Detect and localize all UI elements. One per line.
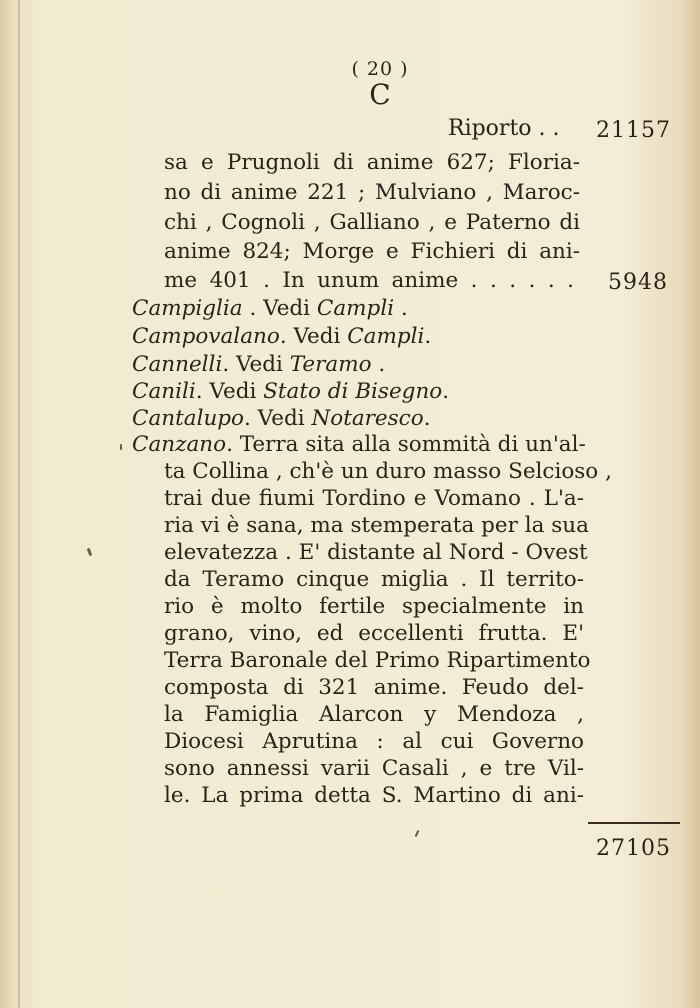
canzano-line-7: grano, vino, ed eccellenti frutta. E'	[164, 621, 584, 646]
entry-ref: Campli	[347, 324, 425, 349]
entry-cantalupo	[132, 408, 592, 430]
entry-ref: Notaresco	[311, 406, 424, 431]
canzano-line-4: elevatezza . E' distante al Nord - Ovest	[164, 540, 588, 565]
entry-sep: . Vedi	[244, 406, 312, 431]
entry-campovalano	[132, 326, 592, 348]
entry-sep: . Vedi	[279, 324, 348, 349]
canzano-line-11: Diocesi Aprutina : al cui Governo	[164, 729, 584, 754]
entry-rest: . Terra sita alla sommità di un'al-	[226, 432, 586, 457]
entry-sep: . Vedi	[222, 352, 290, 377]
entry-canili	[132, 381, 592, 403]
entry-term: Campiglia	[132, 296, 243, 321]
canzano-line-1: ta Collina , ch'è un duro masso Selcioso ,	[164, 459, 612, 484]
entry-end: .	[371, 352, 386, 377]
canzano-line-10: la Famiglia Alarcon y Mendoza ,	[164, 702, 584, 727]
canzano-line-13: le. La prima detta S. Martino di ani-	[164, 783, 584, 808]
entry-term: Campovalano	[132, 324, 280, 349]
canzano-line-5: da Teramo cinque miglia . Il territo-	[164, 567, 584, 592]
paragraph1-value: 5948	[608, 270, 668, 295]
paragraph1-line-1: sa e Prugnoli di anime 627; Floria-	[164, 150, 580, 175]
paragraph1-line-3: chi , Cognoli , Galliano , e Paterno di	[164, 210, 580, 235]
canzano-line-3: ria vi è sana, ma stemperata per la sua	[164, 513, 589, 538]
canzano-line-8: Terra Baronale del Primo Ripartimento	[164, 648, 591, 673]
entry-term: Canzano	[132, 432, 227, 457]
entry-end: .	[423, 406, 431, 431]
entry-sep: . Vedi	[242, 296, 317, 321]
entry-ref: Stato di Bisegno	[263, 379, 443, 404]
entry-sep: . Vedi	[195, 379, 264, 404]
page-number: ( 20 )	[351, 58, 409, 80]
entry-term: Cannelli	[132, 352, 223, 377]
carried-total: 27105	[596, 836, 671, 861]
paragraph1-line-2: no di anime 221 ; Mulviano , Maroc-	[164, 180, 580, 205]
entry-canzano-first-line	[132, 432, 586, 457]
entry-end: .	[394, 296, 408, 321]
page-gutter	[18, 0, 20, 1008]
entry-end: .	[442, 379, 450, 404]
canzano-line-9: composta di 321 anime. Feudo del-	[164, 675, 584, 700]
entry-ref: Teramo	[289, 352, 372, 377]
section-letter: C	[369, 78, 391, 111]
paragraph1-line-5: me 401 . In unum anime . . . . . .	[164, 268, 574, 293]
canzano-line-12: sono annessi varii Casali , e tre Vil-	[164, 756, 584, 781]
entry-term: Canili	[132, 379, 196, 404]
paragraph1-line-4: anime 824; Morge e Fichieri di ani-	[164, 239, 580, 264]
entry-ref: Campli	[316, 296, 395, 321]
entry-end: .	[424, 324, 432, 349]
entry-campiglia	[132, 298, 592, 320]
canzano-line-2: trai due fiumi Tordino e Vomano . L'a-	[164, 486, 584, 511]
canzano-line-6: rio è molto fertile specialmente in	[164, 594, 584, 619]
entry-term: Cantalupo	[132, 406, 245, 431]
entry-cannelli	[132, 354, 592, 376]
paper-speck	[120, 444, 122, 450]
riporto-value: 21157	[596, 118, 671, 143]
total-rule	[588, 822, 680, 824]
riporto-label: Riporto . .	[448, 116, 560, 141]
